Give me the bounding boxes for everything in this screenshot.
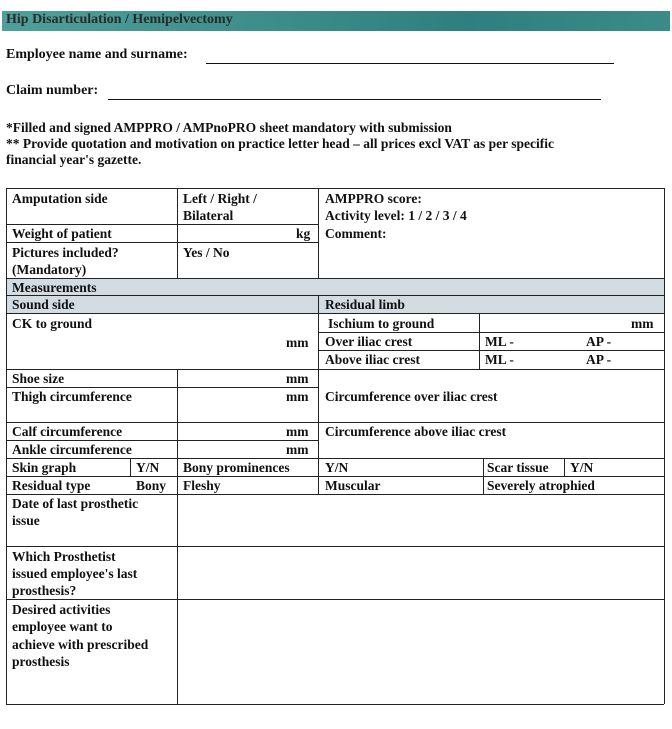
circ-over-iliac-label: Circumference over iliac crest <box>325 389 498 404</box>
residual-type-bony[interactable]: Bony <box>136 478 167 493</box>
note-line-1: *Filled and signed AMPPRO / AMPnoPRO sheet mandatory with submission <box>6 120 452 135</box>
prosthetist-field[interactable] <box>183 548 659 598</box>
bony-prominences-yn[interactable]: Y/N <box>325 460 349 475</box>
ischium-ground-label: Ischium to ground <box>328 316 435 331</box>
scar-tissue-yn[interactable]: Y/N <box>570 460 594 475</box>
measurements-band <box>6 278 664 295</box>
activity-level-options[interactable]: Activity level: 1 / 2 / 3 / 4 <box>325 208 467 223</box>
prosthetist-label-2: issued employee's last <box>12 566 138 581</box>
above-iliac-ap: AP - <box>586 352 612 367</box>
side-options-bilateral[interactable]: Bilateral <box>183 208 234 223</box>
residual-limb-header: Residual limb <box>325 297 405 312</box>
residual-type-label: Residual type <box>12 478 91 493</box>
amputation-side-label: Amputation side <box>12 191 108 206</box>
last-issue-date-field[interactable] <box>183 495 659 545</box>
weight-unit: kg <box>296 226 311 241</box>
residual-type-fleshy[interactable]: Fleshy <box>183 478 221 493</box>
prosthesis-form-table <box>6 188 664 704</box>
desired-activities-label-3: achieve with prescribed <box>12 637 149 652</box>
above-iliac-label: Above iliac crest <box>325 352 420 367</box>
residual-type-muscular[interactable]: Muscular <box>325 478 381 493</box>
section-title: Hip Disarticulation / Hemipelvectomy <box>6 12 233 27</box>
skin-graph-yn[interactable]: Y/N <box>136 460 160 475</box>
claim-number-label: Claim number: <box>6 83 99 98</box>
scar-tissue-label: Scar tissue <box>487 460 549 475</box>
note-line-2: ** Provide quotation and motivation on practice letter head – all prices excl VAT as per specific <box>6 136 554 151</box>
desired-activities-label-4: prosthesis <box>12 654 70 669</box>
employee-name-label: Employee name and surname: <box>6 47 188 62</box>
comment-label: Comment: <box>325 226 387 241</box>
note-line-3: financial year's gazette. <box>6 152 142 167</box>
residual-type-atrophied[interactable]: Severely atrophied <box>487 478 595 493</box>
calf-circ-label: Calf circumference <box>12 424 123 439</box>
bony-prominences-label: Bony prominences <box>183 460 290 475</box>
ck-ground-unit: mm <box>286 335 309 350</box>
desired-activities-label: Desired activities <box>12 602 111 617</box>
prosthetist-label: Which Prosthetist <box>12 549 116 564</box>
calf-circ-unit: mm <box>286 424 309 439</box>
claim-number-field[interactable] <box>108 99 601 100</box>
desired-activities-field[interactable] <box>183 601 659 701</box>
over-iliac-label: Over iliac crest <box>325 334 413 349</box>
desired-activities-label-2: employee want to <box>12 619 113 634</box>
pictures-options[interactable]: Yes / No <box>183 245 230 260</box>
thigh-circ-unit: mm <box>286 389 309 404</box>
circ-above-iliac-label: Circumference above iliac crest <box>325 424 507 439</box>
weight-label: Weight of patient <box>12 226 112 241</box>
thigh-circ-label: Thigh circumference <box>12 389 132 404</box>
ischium-unit: mm <box>631 316 654 331</box>
side-options[interactable]: Left / Right / <box>183 191 257 206</box>
ankle-circ-unit: mm <box>286 442 309 457</box>
measurements-header: Measurements <box>12 280 97 295</box>
over-iliac-ap: AP - <box>586 334 612 349</box>
sound-side-header: Sound side <box>12 297 75 312</box>
skin-graph-label: Skin graph <box>12 460 77 475</box>
shoe-size-unit: mm <box>286 371 309 386</box>
shoe-size-label: Shoe size <box>12 371 65 386</box>
over-iliac-ml: ML - <box>485 334 514 349</box>
prosthetist-label-3: prosthesis? <box>12 583 77 598</box>
amppro-score-label: AMPPRO score: <box>325 191 422 206</box>
ankle-circ-label: Ankle circumference <box>12 442 132 457</box>
above-iliac-ml: ML - <box>485 352 514 367</box>
employee-name-field[interactable] <box>206 63 614 64</box>
last-issue-date-label-2: issue <box>12 513 40 528</box>
pictures-label: Pictures included? <box>12 245 119 260</box>
last-issue-date-label: Date of last prosthetic <box>12 496 139 511</box>
pictures-mandatory-label: (Mandatory) <box>12 262 87 277</box>
ck-ground-label: CK to ground <box>12 316 93 331</box>
